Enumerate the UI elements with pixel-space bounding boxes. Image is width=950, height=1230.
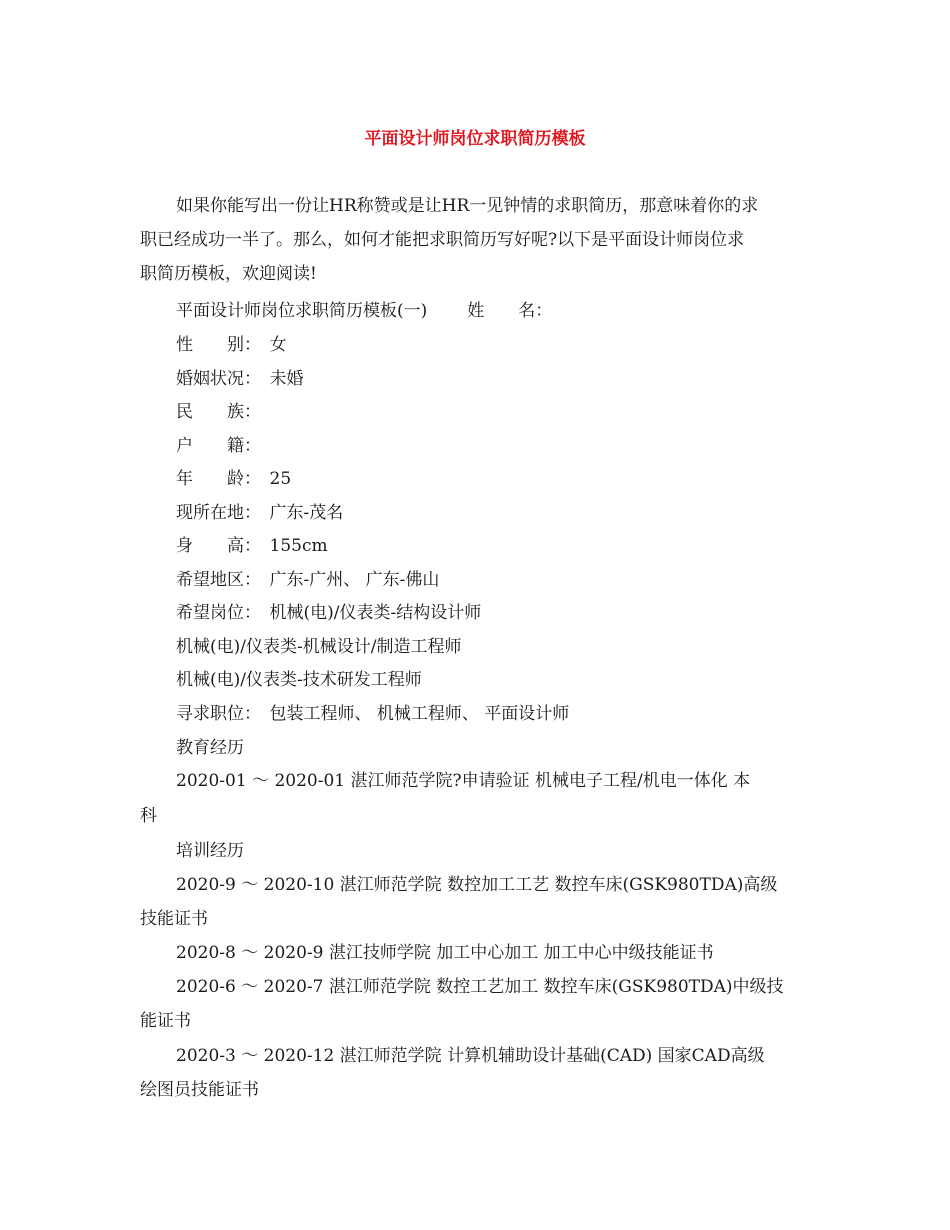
education-entry-line-2: 科 xyxy=(140,806,157,826)
location-field: 现所在地： 广东-茂名 xyxy=(176,503,344,523)
desired-area-field: 希望地区： 广东-广州、 广东-佛山 xyxy=(176,570,440,590)
intro-line-2: 职已经成功一半了。那么，如何才能把求职简历写好呢?以下是平面设计师岗位求 xyxy=(140,230,745,250)
hukou-field: 户 籍： xyxy=(176,436,261,456)
height-field: 身 高： 155cm xyxy=(176,536,328,556)
desired-post-line-2: 机械(电)/仪表类-机械设计/制造工程师 xyxy=(176,637,462,657)
training-entry-3-line-1: 2020-6 ～ 2020-7 湛江师范学院 数控工艺加工 数控车床(GSK980TDA)中级技 xyxy=(176,977,784,997)
education-entry-line-1: 2020-01 ～ 2020-01 湛江师范学院?申请验证 机械电子工程/机电一体化 本 xyxy=(176,771,751,791)
seeking-field: 寻求职位： 包装工程师、 机械工程师、 平面设计师 xyxy=(176,704,570,724)
training-entry-3-line-2: 能证书 xyxy=(140,1011,191,1031)
training-entry-4-line-1: 2020-3 ～ 2020-12 湛江师范学院 计算机辅助设计基础(CAD) 国家CAD高级 xyxy=(176,1046,765,1066)
training-entry-4-line-2: 绘图员技能证书 xyxy=(140,1080,259,1100)
desired-post-field: 希望岗位： 机械(电)/仪表类-结构设计师 xyxy=(176,603,482,623)
education-heading: 教育经历 xyxy=(176,738,244,758)
ethnicity-field: 民 族： xyxy=(176,402,261,422)
training-entry-1-line-2: 技能证书 xyxy=(140,909,208,929)
desired-post-line-3: 机械(电)/仪表类-技术研发工程师 xyxy=(176,670,422,690)
resume-heading-row xyxy=(176,299,552,323)
marital-field: 婚姻状况： 未婚 xyxy=(176,369,304,389)
training-entry-2: 2020-8 ～ 2020-9 湛江技师学院 加工中心加工 加工中心中级技能证书 xyxy=(176,943,714,963)
age-field: 年 龄： 25 xyxy=(176,469,292,489)
name-label: 姓 名： xyxy=(467,301,553,321)
document-title: 平面设计师岗位求职简历模板 xyxy=(364,129,586,149)
intro-line-1: 如果你能写出一份让HR称赞或是让HR一见钟情的求职简历，那意味着你的求 xyxy=(176,196,759,216)
training-entry-1-line-1: 2020-9 ～ 2020-10 湛江师范学院 数控加工工艺 数控车床(GSK980TDA)高级 xyxy=(176,875,778,895)
intro-line-3: 职简历模板，欢迎阅读! xyxy=(140,264,317,284)
resume-heading: 平面设计师岗位求职简历模板(一) xyxy=(176,301,428,321)
training-heading: 培训经历 xyxy=(176,841,244,861)
gender-field: 性 别： 女 xyxy=(176,335,287,355)
